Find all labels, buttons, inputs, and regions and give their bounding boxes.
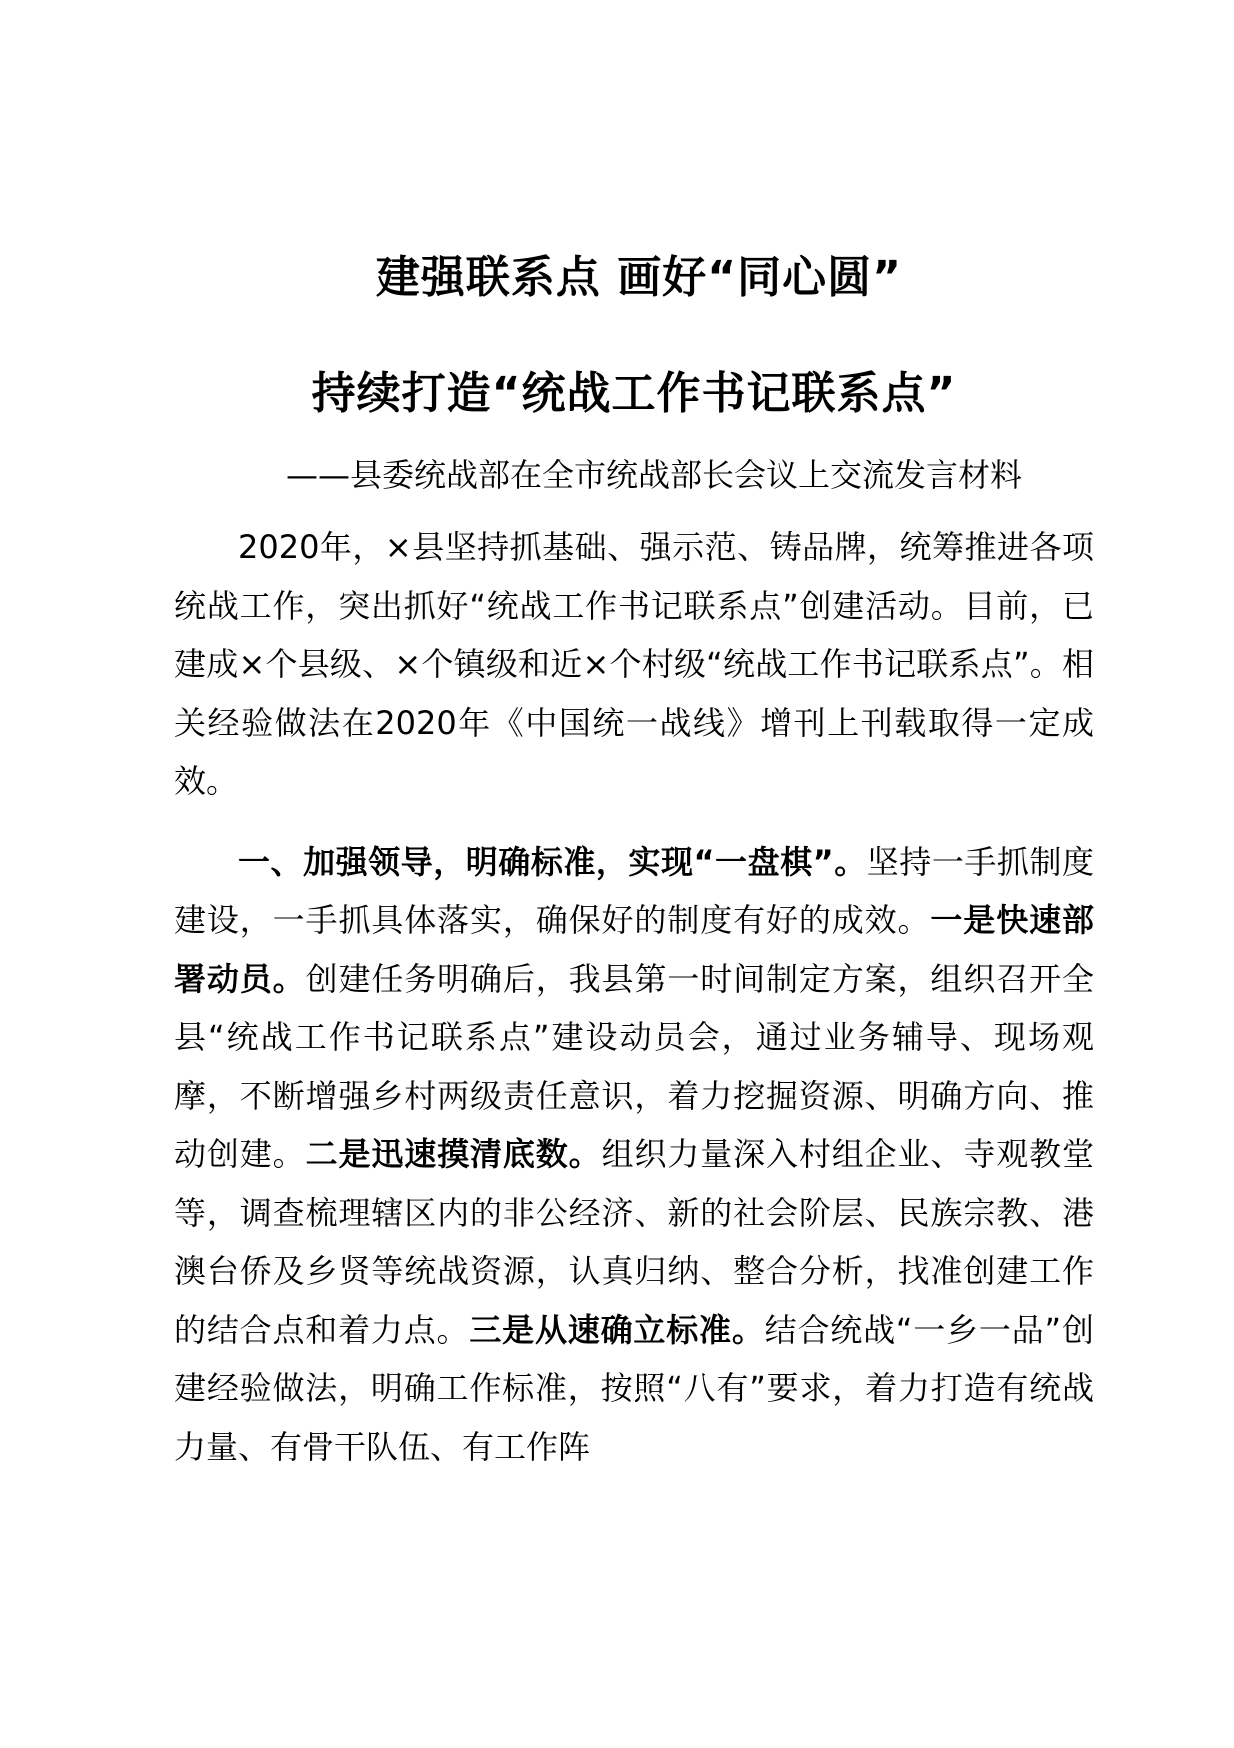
title-line-1: 建强联系点 画好“同心圆”	[375, 252, 903, 303]
point-2-text: 组织力量深入村组企业、寺观教堂等，调查梳理辖区内的非公经济、新的社会阶层、民族宗教、港澳台侨及乡贤等统战资源，认真归纳、整合分析，找准创建工作的结合点和着力点。	[174, 1135, 1094, 1349]
paragraph-section-1	[174, 833, 1094, 1477]
point-3-text: 结合统战“一乡一品”创建经验做法，明确工作标准，按照“八有”要求，着力打造有统战力量、有骨干队伍、有工作阵	[174, 1310, 1094, 1466]
section-1-intro: 坚持一手抓制度建设，一手抓具体落实，确保好的制度有好的成效。	[174, 842, 1094, 939]
subtitle: ——县委统战部在全市统战部长会议上交流发言材料	[285, 456, 1022, 494]
point-1-label: 一是快速部署动员。	[174, 901, 1094, 998]
point-1-text: 创建任务明确后，我县第一时间制定方案，组织召开全县“统战工作书记联系点”建设动员会，通过业务辅导、现场观摩，不断增强乡村两级责任意识，着力挖掘资源、明确方向、推动创建。	[174, 959, 1094, 1173]
point-2-label: 二是迅速摸清底数。	[305, 1135, 602, 1173]
paragraph-intro: 2020年，×县坚持抓基础、强示范、铸品牌，统筹推进各项统战工作，突出抓好“统战工作书记联系点”创建活动。目前，已建成×个县级、×个镇级和近×个村级“统战工作书记联系点”。相关经验做法在2020年《中国统一战线》增刊上刊载取得一定成效。	[174, 528, 1094, 800]
section-1-heading: 一、加强领导，明确标准，实现“一盘棋”。	[238, 842, 867, 881]
point-3-label: 三是从速确立标准。	[469, 1310, 765, 1349]
title-line-2: 持续打造“统战工作书记联系点”	[311, 368, 957, 419]
